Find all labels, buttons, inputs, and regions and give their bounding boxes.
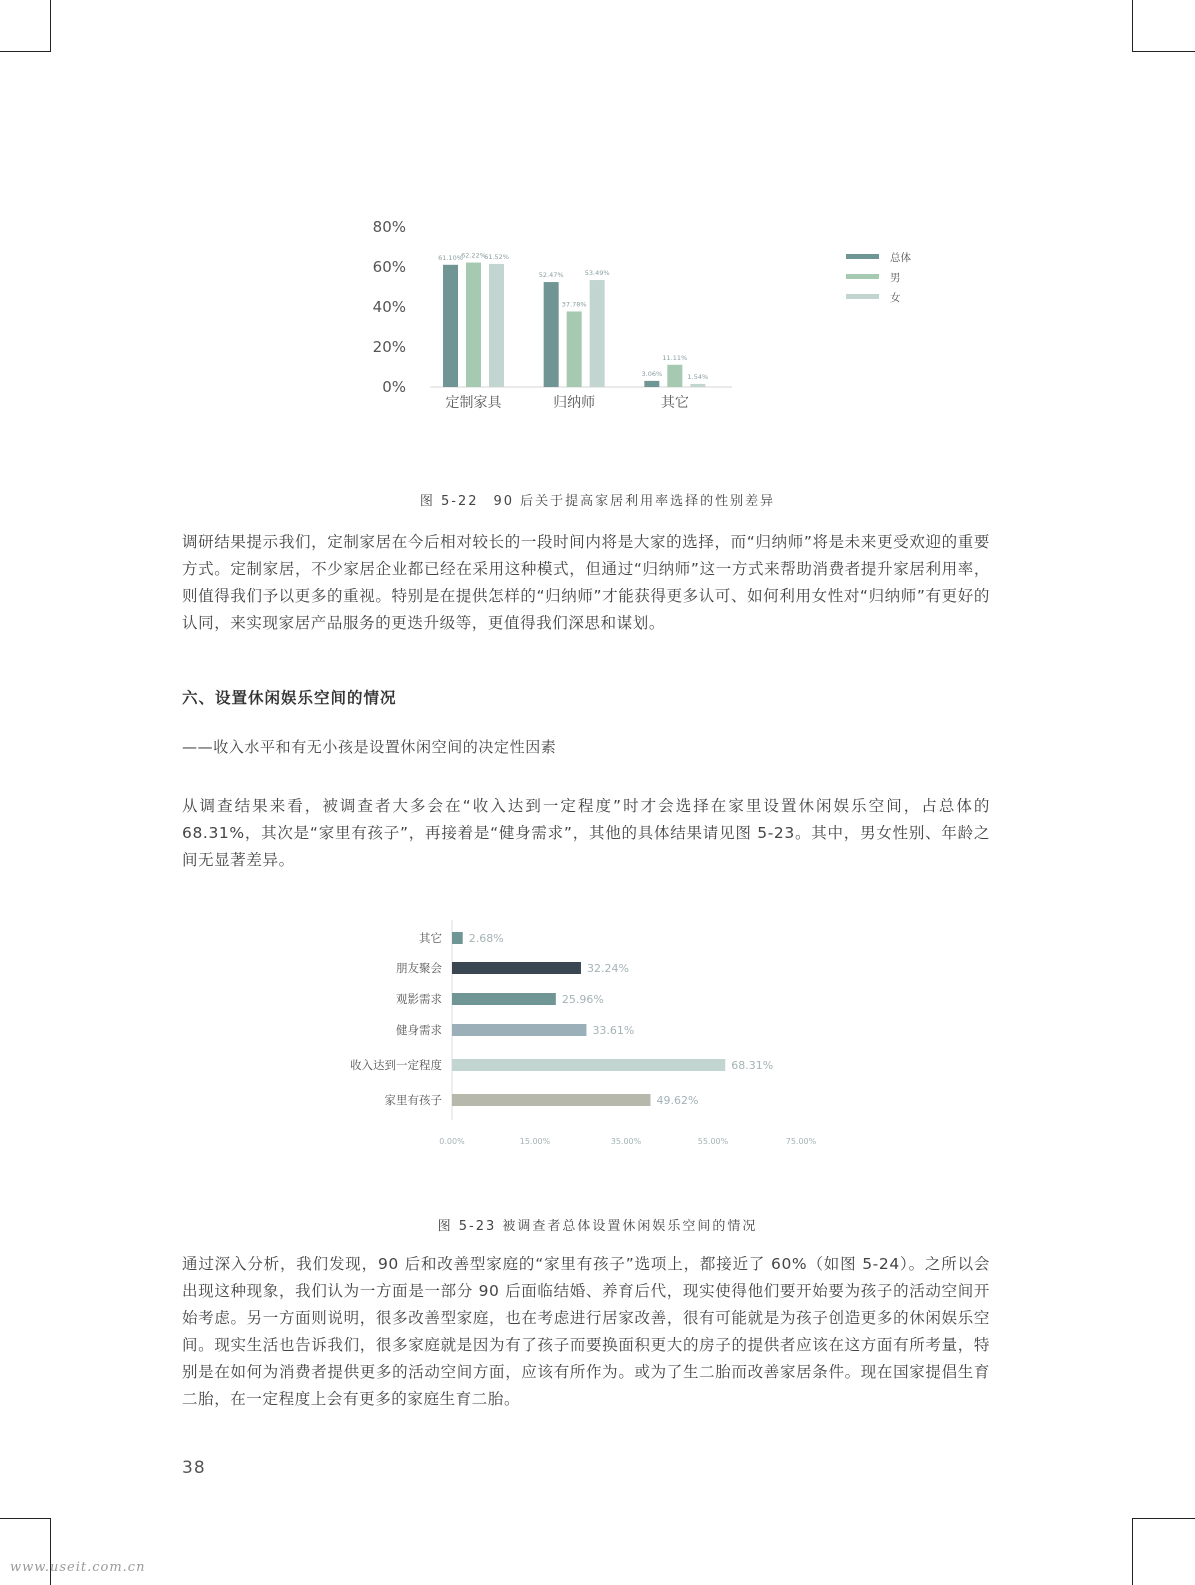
bar xyxy=(452,1024,586,1036)
legend-swatch xyxy=(846,274,879,279)
x-tick-label: 0.00% xyxy=(439,1137,465,1146)
bar xyxy=(667,365,682,387)
crop-mark-bottom-right-h xyxy=(1132,1518,1195,1519)
bar xyxy=(452,962,581,974)
data-label: 37.78% xyxy=(561,300,587,309)
bar xyxy=(644,381,659,387)
legend-swatch xyxy=(846,294,879,299)
y-tick-label: 20% xyxy=(372,338,406,356)
page-number: 38 xyxy=(182,1458,206,1478)
bar xyxy=(690,384,705,387)
data-label: 68.31% xyxy=(731,1059,774,1072)
crop-mark-bottom-right-v xyxy=(1132,1518,1133,1585)
x-tick-label: 其它 xyxy=(660,395,689,411)
paragraph-1: 调研结果提示我们，定制家居在今后相对较长的一段时间内将是大家的选择，而“归纳师”将是未来更受欢迎的重要方式。定制家居，不少家居企业都已经在采用这种模式，但通过“归纳师”这一方式来帮助消费者提升家居利用率，则值得我们予以更多的重视。特别是在提供怎样的“归纳师”才能获得更多认可、如何利用女性对“归纳师”有更好的认同，来实现家居产品服务的更迭升级等，更值得我们深思和谋划。 xyxy=(182,533,990,632)
data-label: 25.96% xyxy=(561,993,604,1006)
section-subtitle: ——收入水平和有无小孩是设置休闲空间的决定性因素 xyxy=(182,738,557,756)
category-label: 家里有孩子 xyxy=(384,1093,442,1107)
y-tick-label: 40% xyxy=(372,298,406,316)
x-tick-label: 35.00% xyxy=(610,1137,642,1146)
bar xyxy=(443,265,458,387)
legend-swatch xyxy=(846,254,879,259)
bar xyxy=(452,932,463,944)
x-tick-label: 75.00% xyxy=(785,1137,817,1146)
crop-mark-top-right-v xyxy=(1132,0,1133,52)
data-label: 32.24% xyxy=(586,962,629,975)
y-tick-label: 0% xyxy=(382,378,406,396)
data-label: 61.10% xyxy=(438,253,463,262)
crop-mark-bottom-left-h xyxy=(0,1518,51,1519)
watermark: www.useit.com.cn xyxy=(10,1560,146,1575)
data-label: 52.47% xyxy=(538,271,564,280)
data-label: 49.62% xyxy=(656,1094,699,1107)
data-label: 11.11% xyxy=(662,353,688,362)
category-label: 健身需求 xyxy=(396,1023,442,1037)
x-tick-label: 归纳师 xyxy=(553,395,596,411)
legend-label: 女 xyxy=(890,292,901,304)
data-label: 2.68% xyxy=(468,932,504,945)
data-label: 61.52% xyxy=(484,252,509,261)
crop-mark-top-left-h xyxy=(0,51,51,52)
data-label: 33.61% xyxy=(592,1024,635,1037)
paragraph-3: 通过深入分析，我们发现，90 后和改善型家庭的“家里有孩子”选项上，都接近了 60%（如图 5-24）。之所以会出现这种现象，我们认为一方面是一部分 90 后面临结婚、养育后代，现实使得他们要开始要为孩子的活动空间开始考虑。另一方面则说明，很多改善型家庭，也在考虑进行居家改善，很有可能就是为孩子创造更多的休闲娱乐空间。现实生活也告诉我们，很多家庭就是因为有了孩子而要换面积更大的房子的提供者应该在这方面有所考量，特别是在如何为消费者提供更多的活动空间方面，应该有所作为。或为了生二胎而改善家居条件。现在国家提倡生育二胎，在一定程度上会有更多的家庭生育二胎。 xyxy=(182,1255,990,1408)
bar xyxy=(489,264,504,387)
legend-label: 男 xyxy=(890,272,901,284)
bar xyxy=(452,1094,650,1106)
category-label: 其它 xyxy=(419,931,442,945)
figure-5-22-caption: 图 5-22 90 后关于提高家居利用率选择的性别差异 xyxy=(419,494,776,509)
category-label: 朋友聚会 xyxy=(396,961,442,975)
bar xyxy=(466,263,481,387)
figure-5-23-chart xyxy=(330,920,850,1160)
bar xyxy=(452,993,556,1005)
section-title: 六、设置休闲娱乐空间的情况 xyxy=(182,689,397,707)
x-tick-label: 55.00% xyxy=(697,1137,729,1146)
data-label: 1.54% xyxy=(687,372,709,381)
bar xyxy=(452,1059,725,1071)
y-tick-label: 80% xyxy=(372,218,406,236)
figure-5-23-caption: 图 5-23 被调查者总体设置休闲娱乐空间的情况 xyxy=(437,1219,758,1234)
data-label: 3.06% xyxy=(641,369,663,378)
paragraph-2: 从调查结果来看，被调查者大多会在“收入达到一定程度”时才会选择在家里设置休闲娱乐空间，占总体的 68.31%，其次是“家里有孩子”，再接着是“健身需求”，其他的具体结果请见图 5-23。其中，男女性别、年龄之间无显著差异。 xyxy=(182,797,990,869)
x-tick-label: 15.00% xyxy=(519,1137,551,1146)
category-label: 收入达到一定程度 xyxy=(350,1058,442,1072)
bar xyxy=(544,282,559,387)
data-label: 62.22% xyxy=(461,251,486,260)
data-label: 53.49% xyxy=(584,269,610,278)
figure-5-22-chart xyxy=(360,210,960,430)
crop-mark-top-right-h xyxy=(1132,51,1195,52)
y-tick-label: 60% xyxy=(372,258,406,276)
crop-mark-top-left-v xyxy=(50,0,51,52)
bar xyxy=(567,311,582,387)
legend-label: 总体 xyxy=(890,252,911,264)
x-tick-label: 定制家具 xyxy=(445,395,502,411)
category-label: 观影需求 xyxy=(396,992,442,1006)
bar xyxy=(590,280,605,387)
